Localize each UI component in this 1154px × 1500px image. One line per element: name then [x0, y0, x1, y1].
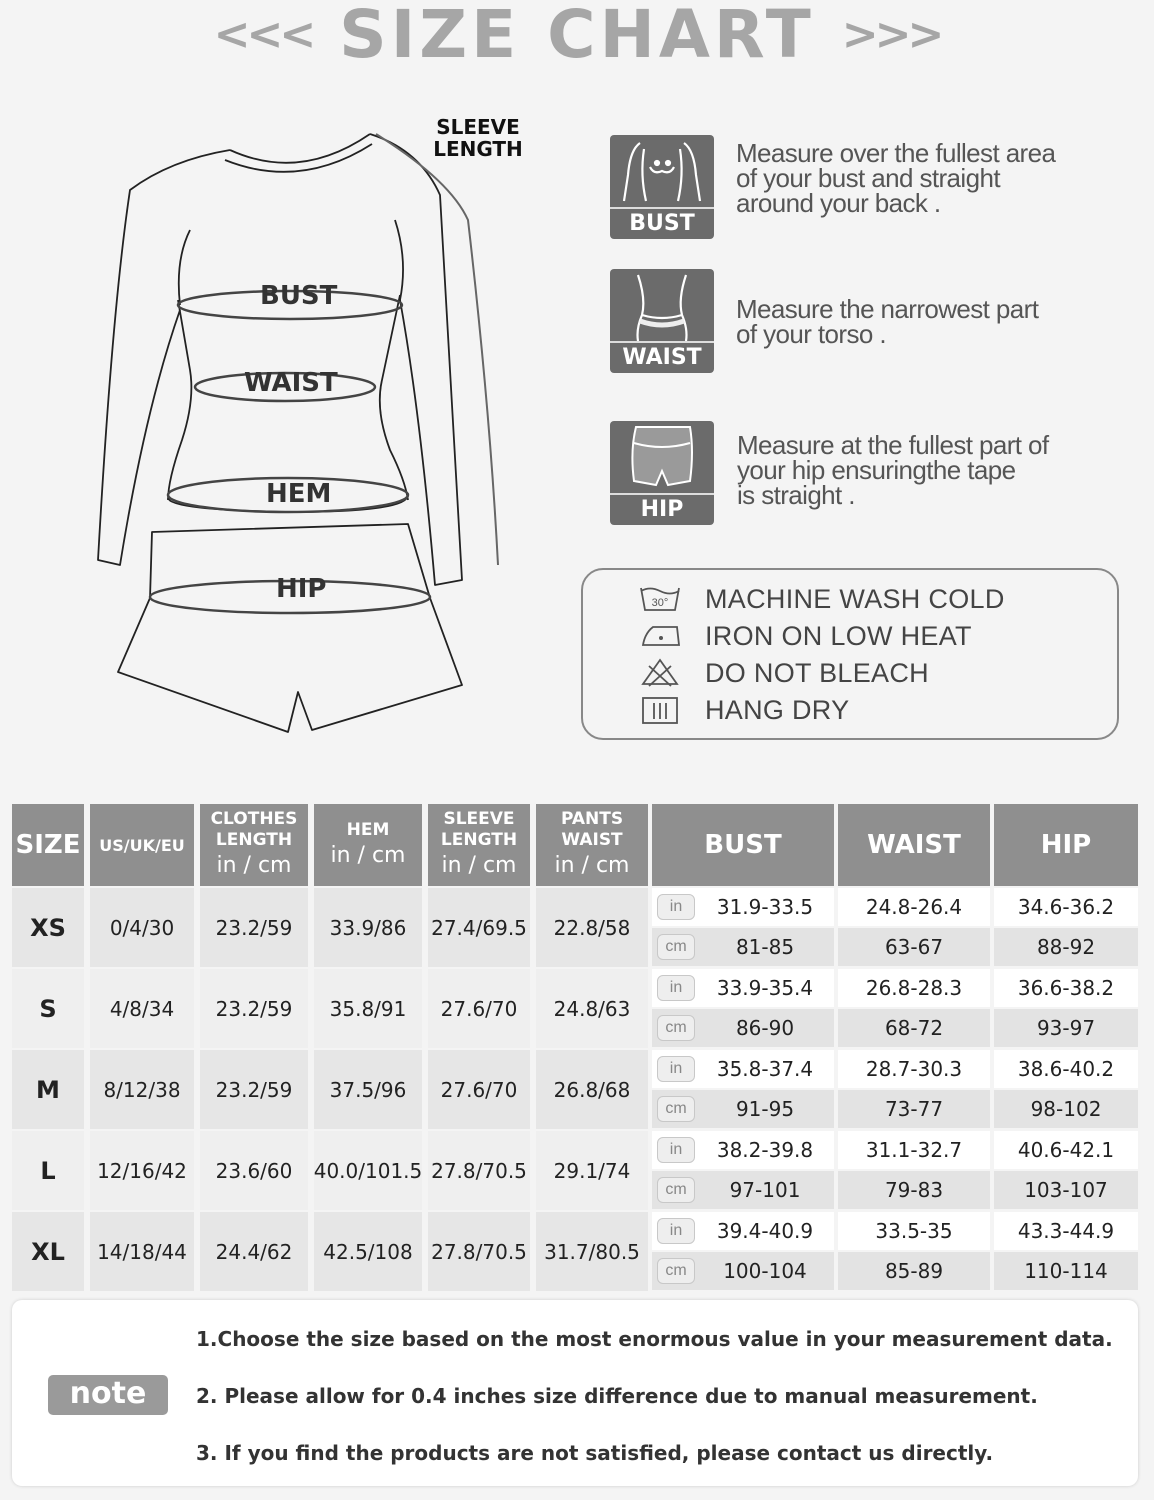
- bust-instructions: [736, 138, 1126, 218]
- cell-size: M: [12, 1050, 84, 1129]
- unit-badge-in: in: [657, 894, 695, 920]
- header-clothes-line2: LENGTH: [215, 830, 293, 850]
- garment-outline-icon: [90, 110, 550, 750]
- hip-icon-caption: HIP: [610, 493, 714, 525]
- iron-low-icon: [639, 621, 681, 651]
- hip-label: HIP: [276, 574, 327, 604]
- cell-waist-in: 24.8-26.4: [838, 888, 990, 926]
- cell-clothes-length: 23.2/59: [200, 888, 308, 967]
- header-waist: [838, 804, 990, 886]
- cell-bust-in: 31.9-33.5: [696, 888, 834, 926]
- care-item-dry: [639, 693, 1109, 727]
- unit-badge-in: in: [657, 975, 695, 1001]
- header-pants-unit: in / cm: [554, 853, 630, 878]
- header-clothes-unit: in / cm: [216, 853, 292, 878]
- cell-size: L: [12, 1131, 84, 1210]
- cell-waist-in: 26.8-28.3: [838, 969, 990, 1007]
- hang-dry-icon: [639, 695, 681, 725]
- cell-hem: 37.5/96: [314, 1050, 422, 1129]
- cell-region: 14/18/44: [90, 1212, 194, 1291]
- cell-hem: 42.5/108: [314, 1212, 422, 1291]
- waist-instr-line1: Measure the narrowest part: [736, 294, 1039, 324]
- cell-pants-waist: 24.8/63: [536, 969, 648, 1048]
- cell-pants-waist: 31.7/80.5: [536, 1212, 648, 1291]
- hip-measure-row: [610, 421, 1130, 526]
- care-label-wash: MACHINE WASH COLD: [705, 584, 1005, 614]
- cell-waist-in: 33.5-35: [838, 1212, 990, 1250]
- hip-instr-line3: is straight .: [737, 480, 855, 510]
- cell-region: 0/4/30: [90, 888, 194, 967]
- cell-size: XL: [12, 1212, 84, 1291]
- care-label-iron: IRON ON LOW HEAT: [705, 621, 972, 651]
- cell-hip-cm: 88-92: [994, 928, 1138, 966]
- note-line-2: 2. Please allow for 0.4 inches size difference due to manual measurement.: [196, 1384, 1038, 1408]
- page-title: [0, 0, 1154, 73]
- cell-hem: 40.0/101.5: [314, 1131, 422, 1210]
- cell-clothes-length: 23.2/59: [200, 1050, 308, 1129]
- cell-hip-cm: 103-107: [994, 1171, 1138, 1209]
- hem-label: HEM: [266, 479, 332, 509]
- cell-waist-in: 31.1-32.7: [838, 1131, 990, 1169]
- waist-torso-icon: [610, 269, 714, 373]
- title-text: SIZE CHART: [339, 0, 815, 73]
- cell-region: 8/12/38: [90, 1050, 194, 1129]
- cell-waist-cm: 79-83: [838, 1171, 990, 1209]
- hip-instr-line1: Measure at the fullest part of: [737, 430, 1049, 460]
- care-instructions-box: [581, 568, 1119, 740]
- title-right-chevrons: >>>: [841, 9, 941, 60]
- hip-shorts-icon: [610, 421, 714, 525]
- unit-badge-cm: cm: [657, 1096, 695, 1122]
- cell-bust-cm: 86-90: [696, 1009, 834, 1047]
- note-badge: note: [48, 1375, 168, 1415]
- care-item-iron: [639, 619, 1109, 653]
- cell-hip-in: 34.6-36.2: [994, 888, 1138, 926]
- cell-sleeve-length: 27.8/70.5: [428, 1131, 530, 1210]
- cell-pants-waist: 26.8/68: [536, 1050, 648, 1129]
- header-sleeve-line2: LENGTH: [440, 830, 518, 850]
- cell-waist-cm: 73-77: [838, 1090, 990, 1128]
- cell-waist-in: 28.7-30.3: [838, 1050, 990, 1088]
- header-pants-waist: [536, 804, 648, 886]
- cell-hip-in: 40.6-42.1: [994, 1131, 1138, 1169]
- cell-clothes-length: 23.2/59: [200, 969, 308, 1048]
- cell-sleeve-length: 27.6/70: [428, 1050, 530, 1129]
- note-panel: [12, 1300, 1138, 1486]
- cell-sleeve-length: 27.6/70: [428, 969, 530, 1048]
- bust-icon-caption: BUST: [610, 207, 714, 239]
- unit-badge-cm: cm: [657, 934, 695, 960]
- bust-instr-line3: around your back .: [736, 188, 941, 218]
- note-line-1: 1.Choose the size based on the most enormous value in your measurement data.: [196, 1327, 1113, 1351]
- header-bust: [652, 804, 834, 886]
- header-sleeve-line1: SLEEVE: [443, 809, 515, 829]
- cell-region: 4/8/34: [90, 969, 194, 1048]
- cell-region: 12/16/42: [90, 1131, 194, 1210]
- hip-instructions: [737, 430, 1127, 510]
- header-pants-line1: PANTS: [560, 809, 624, 829]
- cell-sleeve-length: 27.8/70.5: [428, 1212, 530, 1291]
- cell-waist-cm: 63-67: [838, 928, 990, 966]
- cell-hip-in: 36.6-38.2: [994, 969, 1138, 1007]
- cell-hip-in: 38.6-40.2: [994, 1050, 1138, 1088]
- header-size-text: SIZE: [15, 830, 81, 860]
- cell-hip-cm: 98-102: [994, 1090, 1138, 1128]
- garment-diagram: [90, 110, 550, 750]
- cell-bust-in: 38.2-39.8: [696, 1131, 834, 1169]
- cell-hem: 35.8/91: [314, 969, 422, 1048]
- no-bleach-icon: [639, 658, 681, 688]
- unit-badge-cm: cm: [657, 1015, 695, 1041]
- size-table: [12, 804, 1138, 1292]
- header-region: [90, 804, 194, 886]
- cell-bust-cm: 81-85: [696, 928, 834, 966]
- svg-text:30°: 30°: [651, 597, 669, 609]
- header-sleeve-unit: in / cm: [441, 853, 517, 878]
- cell-hip-in: 43.3-44.9: [994, 1212, 1138, 1250]
- bust-label: BUST: [260, 281, 338, 311]
- bust-measure-row: [610, 135, 1130, 240]
- care-label-dry: HANG DRY: [705, 695, 850, 725]
- cell-bust-in: 39.4-40.9: [696, 1212, 834, 1250]
- unit-badge-in: in: [657, 1137, 695, 1163]
- header-hip-text: HIP: [1040, 830, 1092, 860]
- cell-hip-cm: 110-114: [994, 1252, 1138, 1290]
- waist-instructions: [736, 294, 1126, 349]
- title-left-chevrons: <<<: [213, 9, 313, 60]
- care-label-bleach: DO NOT BLEACH: [705, 658, 929, 688]
- header-hem: [314, 804, 422, 886]
- hip-instr-line2: your hip ensuringthe tape: [737, 455, 1016, 485]
- cell-bust-cm: 97-101: [696, 1171, 834, 1209]
- bust-instr-line1: Measure over the fullest area: [736, 138, 1056, 168]
- header-pants-line2: WAIST: [561, 830, 623, 850]
- cell-clothes-length: 24.4/62: [200, 1212, 308, 1291]
- cell-bust-cm: 91-95: [696, 1090, 834, 1128]
- header-clothes-line1: CLOTHES: [210, 809, 298, 829]
- waist-label: WAIST: [244, 368, 338, 398]
- sleeve-label-line1: SLEEVE: [436, 115, 520, 139]
- wash-30-icon: [639, 584, 681, 614]
- cell-clothes-length: 23.6/60: [200, 1131, 308, 1210]
- cell-bust-in: 35.8-37.4: [696, 1050, 834, 1088]
- note-line-3: 3. If you find the products are not satisfied, please contact us directly.: [196, 1441, 994, 1465]
- unit-badge-in: in: [657, 1218, 695, 1244]
- bust-torso-icon: [610, 135, 714, 239]
- header-sleeve-length: [428, 804, 530, 886]
- cell-hem: 33.9/86: [314, 888, 422, 967]
- cell-hip-cm: 93-97: [994, 1009, 1138, 1047]
- care-item-wash: [639, 582, 1109, 616]
- header-size: [12, 804, 84, 886]
- header-region-text: US/UK/EU: [99, 835, 185, 855]
- cell-waist-cm: 68-72: [838, 1009, 990, 1047]
- cell-pants-waist: 22.8/58: [536, 888, 648, 967]
- header-clothes-length: [200, 804, 308, 886]
- cell-size: XS: [12, 888, 84, 967]
- waist-measure-row: [610, 269, 1130, 374]
- cell-sleeve-length: 27.4/69.5: [428, 888, 530, 967]
- header-bust-text: BUST: [704, 830, 782, 860]
- unit-badge-in: in: [657, 1056, 695, 1082]
- cell-bust-in: 33.9-35.4: [696, 969, 834, 1007]
- waist-instr-line2: of your torso .: [736, 319, 886, 349]
- cell-pants-waist: 29.1/74: [536, 1131, 648, 1210]
- header-hem-unit: in / cm: [330, 842, 406, 868]
- waist-icon-caption: WAIST: [610, 341, 714, 373]
- cell-bust-cm: 100-104: [696, 1252, 834, 1290]
- care-item-bleach: [639, 656, 1109, 690]
- cell-waist-cm: 85-89: [838, 1252, 990, 1290]
- header-waist-text: WAIST: [867, 830, 961, 860]
- sleeve-label-line2: LENGTH: [433, 137, 523, 161]
- unit-badge-cm: cm: [657, 1177, 695, 1203]
- cell-size: S: [12, 969, 84, 1048]
- bust-instr-line2: of your bust and straight: [736, 163, 1000, 193]
- unit-badge-cm: cm: [657, 1258, 695, 1284]
- header-hem-text: HEM: [346, 819, 390, 840]
- header-hip: [994, 804, 1138, 886]
